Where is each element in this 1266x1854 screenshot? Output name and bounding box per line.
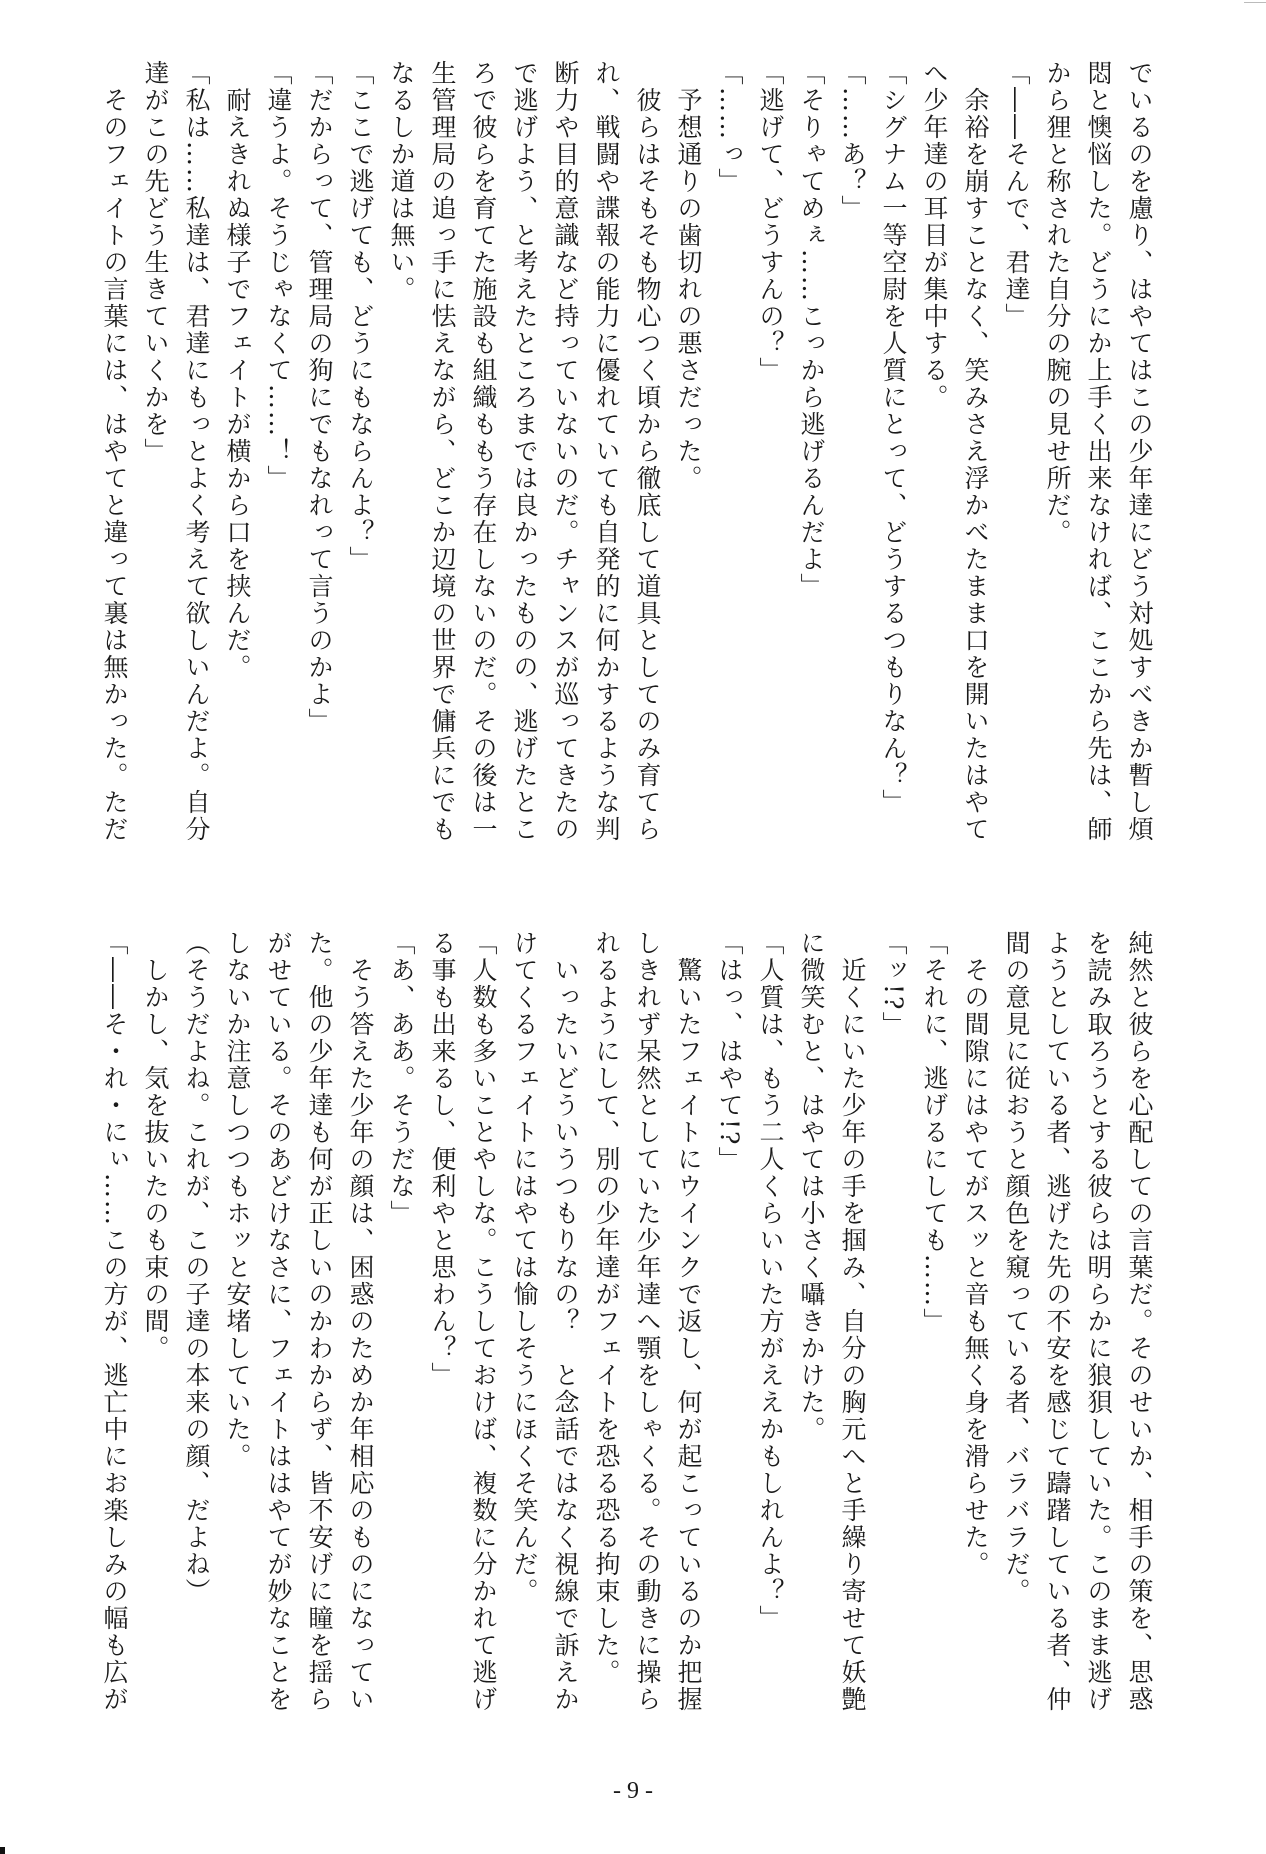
text-column: がせている。そのあどけなさに、フェイトははやてが妙なことを [264,930,293,1713]
text-column: から狸と称された自分の腕の見せ所だ。 [1043,60,1072,546]
text-column: 「それに、逃げるにしても……」 [920,930,949,1335]
text-column: を読み取ろうとする彼らは明らかに狼狽していた。このまま逃げ [1084,930,1113,1713]
text-column: 「はっ、はやて!?」 [715,930,744,1174]
text-column: 彼らはそもそも物心つく頃から徹底して道具としてのみ育てら [633,60,662,843]
text-column: しかし、気を抜いたのも束の間。 [141,930,170,1362]
text-column: 「だからって、管理局の狗にでもなれって言うのかよ」 [305,60,334,735]
text-column: 「ッ!?」 [879,930,908,1039]
text-column: 余裕を崩すことなく、笑みさえ浮かべたまま口を開いたはやて [961,60,990,843]
text-column: その間隙にはやてがスッと音も無く身を滑らせた。 [961,930,990,1578]
text-column: 「違うよ。そうじゃなくて……！」 [264,60,293,492]
text-column: 「シグナム一等空尉を人質にとって、どうするつもりなん？」 [879,60,908,816]
text-column: そう答えた少年の顔は、困惑のためか年相応のものになってい [346,930,375,1713]
text-column: 驚いたフェイトにウインクで返し、何が起こっているのか把握 [674,930,703,1713]
text-column: しきれず呆然としていた少年達へ顎をしゃくる。その動きに操ら [633,930,662,1713]
text-column: 「ここで逃げても、どうにもならんよ？」 [346,60,375,573]
text-column: 耐えきれぬ様子でフェイトが横から口を挟んだ。 [223,60,252,681]
text-block-upper [90,60,1160,860]
text-column: に微笑むと、はやては小さく囁きかけた。 [797,930,826,1443]
text-column: る事も出来るし、便利やと思わん？」 [428,930,457,1389]
text-column: 達がこの先どう生きていくかを」 [141,60,170,465]
text-column: けてくるフェイトにはやては愉しそうにほくそ笑んだ。 [510,930,539,1605]
text-column: そのフェイトの言葉には、はやてと違って裏は無かった。ただ [100,60,129,843]
text-column: 間の意見に従おうと顔色を窺っている者、バラバラだ。 [1002,930,1031,1605]
text-column: 近くにいた少年の手を掴み、自分の胸元へと手繰り寄せて妖艶 [838,930,867,1713]
text-column: 予想通りの歯切れの悪さだった。 [674,60,703,492]
text-column: 「逃げて、どうすんの？」 [756,60,785,384]
text-column: れ、戦闘や諜報の能力に優れていても自発的に何かするような判 [592,60,621,843]
text-column: 「――そんで、君達」 [1002,60,1031,330]
text-column: 生管理局の追っ手に怯えながら、どこか辺境の世界で傭兵にでも [428,60,457,843]
text-column: ようとしている者、逃げた先の不安を感じて躊躇している者、仲 [1043,930,1072,1713]
text-column: た。他の少年達も何が正しいのかわからず、皆不安げに瞳を揺ら [305,930,334,1713]
text-column: なるしか道は無い。 [387,60,416,303]
text-block-lower [90,930,1160,1730]
text-column: 悶と懊悩した。どうにか上手く出来なければ、ここから先は、師 [1084,60,1113,843]
text-column: 断力や目的意識など持っていないのだ。チャンスが巡ってきたの [551,60,580,843]
page-number: - 9 - [613,1778,653,1804]
text-column: （そうだよね。これが、この子達の本来の顔、だよね） [182,930,211,1605]
text-column: れるようにして、別の少年達がフェイトを恐る恐る拘束した。 [592,930,621,1686]
text-column: 「そりゃてめぇ……こっから逃げるんだよ」 [797,60,826,600]
text-column: で逃げよう、と考えたところまでは良かったものの、逃げたとこ [510,60,539,843]
text-column: 「――そ・れ・にぃ……この方が、逃亡中にお楽しみの幅も広が [100,930,129,1713]
text-column: 「あ、ああ。そうだな」 [387,930,416,1227]
text-column: へ少年達の耳目が集中する。 [920,60,949,411]
text-column: しないか注意しつつもホッと安堵していた。 [223,930,252,1470]
text-column: でいるのを慮り、はやてはこの少年達にどう対処すべきか暫し煩 [1125,60,1154,843]
text-column: 「人数も多いことやしな。こうしておけば、複数に分かれて逃げ [469,930,498,1713]
text-column: 「……あ？」 [838,60,867,222]
text-column: 「私は……私達は、君達にもっとよく考えて欲しいんだよ。自分 [182,60,211,843]
text-column: 「人質は、もう二人くらいいた方がええかもしれんよ？」 [756,930,785,1632]
scan-corner-mark [0,1847,5,1854]
text-column: いったいどういうつもりなの？ と念話ではなく視線で訴えか [551,930,580,1713]
text-column: ろで彼らを育てた施設も組織ももう存在しないのだ。その後は一 [469,60,498,843]
text-column: 「……っ」 [715,60,744,195]
text-column: 純然と彼らを心配しての言葉だ。そのせいか、相手の策を、思惑 [1125,930,1154,1713]
scan-edge-mark [1244,2,1266,3]
